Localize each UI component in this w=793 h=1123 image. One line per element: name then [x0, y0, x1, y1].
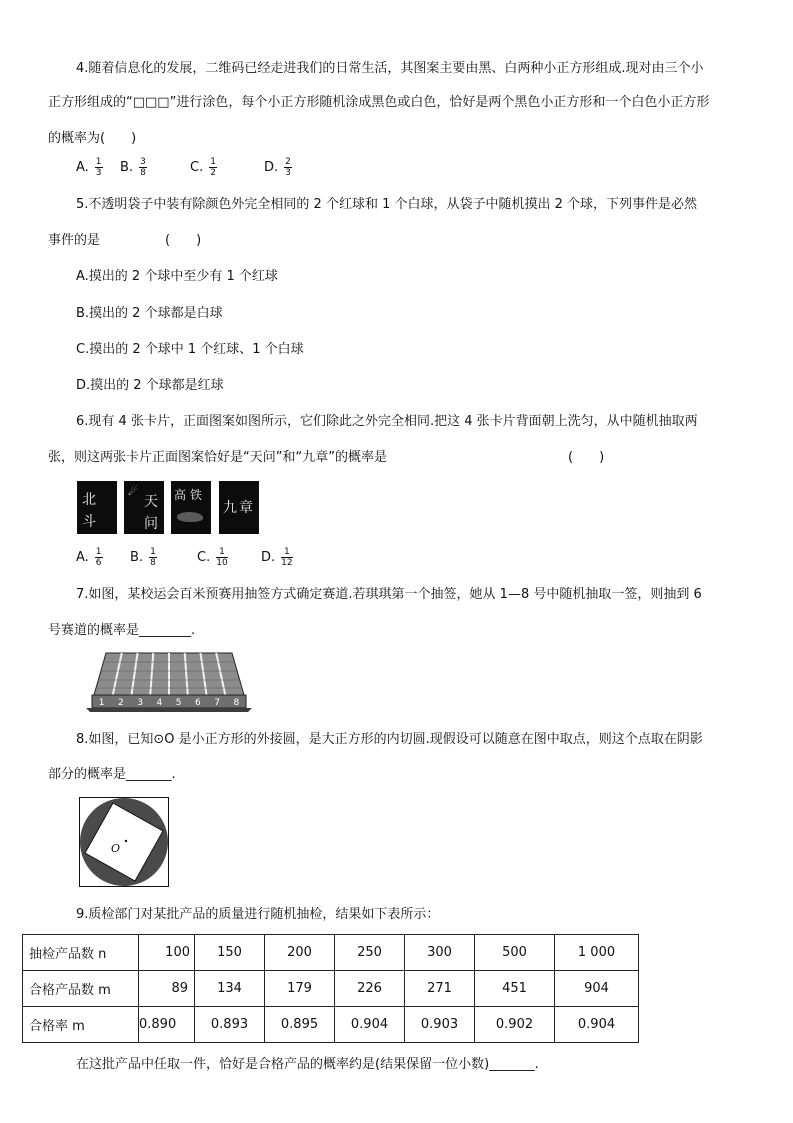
q5-option-b: B.摸出的 2 个球都是白球: [76, 306, 223, 321]
table-cell: 300: [405, 935, 475, 971]
table-cell: 904: [555, 971, 639, 1007]
q4-line-3: 的概率为( ): [48, 131, 137, 146]
table-cell: 0.890: [139, 1007, 195, 1043]
lane-number: 7: [214, 698, 220, 708]
lane-number: 6: [195, 698, 201, 708]
q6-option-a: A. $\frac{1}{6}$: [76, 547, 102, 568]
track-base: [86, 708, 252, 712]
q4-option-b: B. $\frac{3}{8}$: [120, 157, 146, 178]
lane-number: 4: [156, 698, 163, 708]
q6-line-1: 6.现有 4 张卡片，正面图案如图所示，它们除此之外完全相同.把这 4 张卡片背面朝上洗匀，从中随机抽取两: [76, 414, 698, 429]
table-cell: 271: [405, 971, 475, 1007]
fraction: $\frac{1}{6}$: [95, 547, 102, 568]
q5-option-d: D.摸出的 2 个球都是红球: [76, 378, 224, 393]
table-cell: 89: [139, 971, 195, 1007]
table-cell: 100: [139, 935, 195, 971]
q4-line-2: 正方形组成的“□□□”进行涂色，每个小正方形随机涂成黑色或白色，恰好是两个黑色小正方形和一个白色小正方形: [48, 95, 710, 110]
table-cell: 134: [195, 971, 265, 1007]
table-cell: 150: [195, 935, 265, 971]
table-cell: 1 000: [555, 935, 639, 971]
q4-line-1: 4.随着信息化的发展，二维码已经走进我们的日常生活，其图案主要由黑、白两种小正方形组成.现对由三个小: [76, 61, 704, 76]
q9-footer: 在这批产品中任取一件，恰好是合格产品的概率约是(结果保留一位小数)_______.: [76, 1057, 539, 1072]
race-track-figure: [84, 650, 254, 714]
comet-icon: ☄: [128, 485, 138, 498]
table-row: [23, 971, 639, 1007]
lane-number: 5: [175, 698, 182, 708]
q4-option-a: A. $\frac{1}{3}$: [76, 157, 102, 178]
table-cell: 0.902: [475, 1007, 555, 1043]
row-header: 合格产品数 m: [23, 971, 139, 1007]
center-dot: [125, 840, 127, 842]
q9-line-1: 9.质检部门对某批产品的质量进行随机抽检，结果如下表所示：: [76, 907, 440, 922]
table-row: [23, 1007, 639, 1043]
table-cell: 200: [265, 935, 335, 971]
train-icon: [177, 512, 203, 522]
q5-line-1: 5.不透明袋子中装有除颜色外完全相同的 2 个红球和 1 个白球，从袋子中随机摸出 2 个球，下列事件是必然: [76, 197, 698, 212]
q5-option-c: C.摸出的 2 个球中 1 个红球、1 个白球: [76, 342, 304, 357]
card-beidou: 北 斗: [77, 481, 117, 534]
table-row: [23, 935, 639, 971]
center-label: O: [111, 842, 121, 855]
q6-option-c: C. $\frac{1}{10}$: [197, 547, 228, 568]
card-jiuzhang: 九 章: [219, 481, 259, 534]
q7-line-2: 号赛道的概率是________.: [48, 623, 196, 638]
q6-option-b: B. $\frac{1}{8}$: [130, 547, 156, 568]
fraction: $\frac{1}{2}$: [210, 157, 216, 178]
row-header: 合格率 m: [23, 1007, 139, 1043]
lane-number: 2: [118, 698, 124, 708]
table-cell: 226: [335, 971, 405, 1007]
table-cell: 0.903: [405, 1007, 475, 1043]
fraction: $\frac{3}{8}$: [140, 157, 146, 178]
lane-number-strip: [92, 695, 246, 708]
lane-number: 8: [233, 698, 240, 708]
table-cell: 451: [475, 971, 555, 1007]
table-cell: 250: [335, 935, 405, 971]
q7-line-1: 7.如图，某校运会百米预赛用抽签方式确定赛道.若琪琪第一个抽签，她从 1—8 号中随机抽取一签，则抽到 6: [76, 587, 702, 602]
q6-option-d: D. $\frac{1}{12}$: [261, 547, 293, 568]
q4-option-c: C. $\frac{1}{2}$: [190, 157, 216, 178]
card-tianwen: ☄ 天 问: [124, 481, 164, 534]
fraction: $\frac{1}{3}$: [95, 157, 102, 178]
table-cell: 500: [475, 935, 555, 971]
q5-option-a: A.摸出的 2 个球中至少有 1 个红球: [76, 269, 278, 284]
lane-number: 3: [137, 698, 143, 708]
card-gaotie: 高 铁: [171, 481, 211, 534]
fraction: $\frac{1}{10}$: [216, 547, 228, 568]
fraction: $\frac{1}{8}$: [150, 547, 156, 568]
q4-option-d: D. $\frac{2}{3}$: [264, 157, 291, 178]
row-header: 抽检产品数 n: [23, 935, 139, 971]
table-cell: 0.895: [265, 1007, 335, 1043]
circle-square-figure: [79, 797, 169, 887]
lane-number: 1: [98, 698, 105, 708]
table-cell: 0.904: [555, 1007, 639, 1043]
table-cell: 0.893: [195, 1007, 265, 1043]
q6-answer-paren: ( ): [568, 450, 605, 465]
q5-line-2: 事件的是 ( ): [48, 233, 202, 248]
fraction: $\frac{1}{12}$: [281, 547, 293, 568]
q6-line-2: 张，则这两张卡片正面图案恰好是“天问”和“九章”的概率是: [48, 450, 387, 465]
inspection-table: [22, 934, 639, 1043]
q8-line-1: 8.如图，已知⊙O 是小正方形的外接圆，是大正方形的内切圆.现假设可以随意在图中取点，则这个点取在阴影: [76, 732, 703, 747]
table-cell: 179: [265, 971, 335, 1007]
fraction: $\frac{2}{3}$: [285, 157, 291, 178]
q8-line-2: 部分的概率是_______.: [48, 767, 176, 782]
table-cell: 0.904: [335, 1007, 405, 1043]
